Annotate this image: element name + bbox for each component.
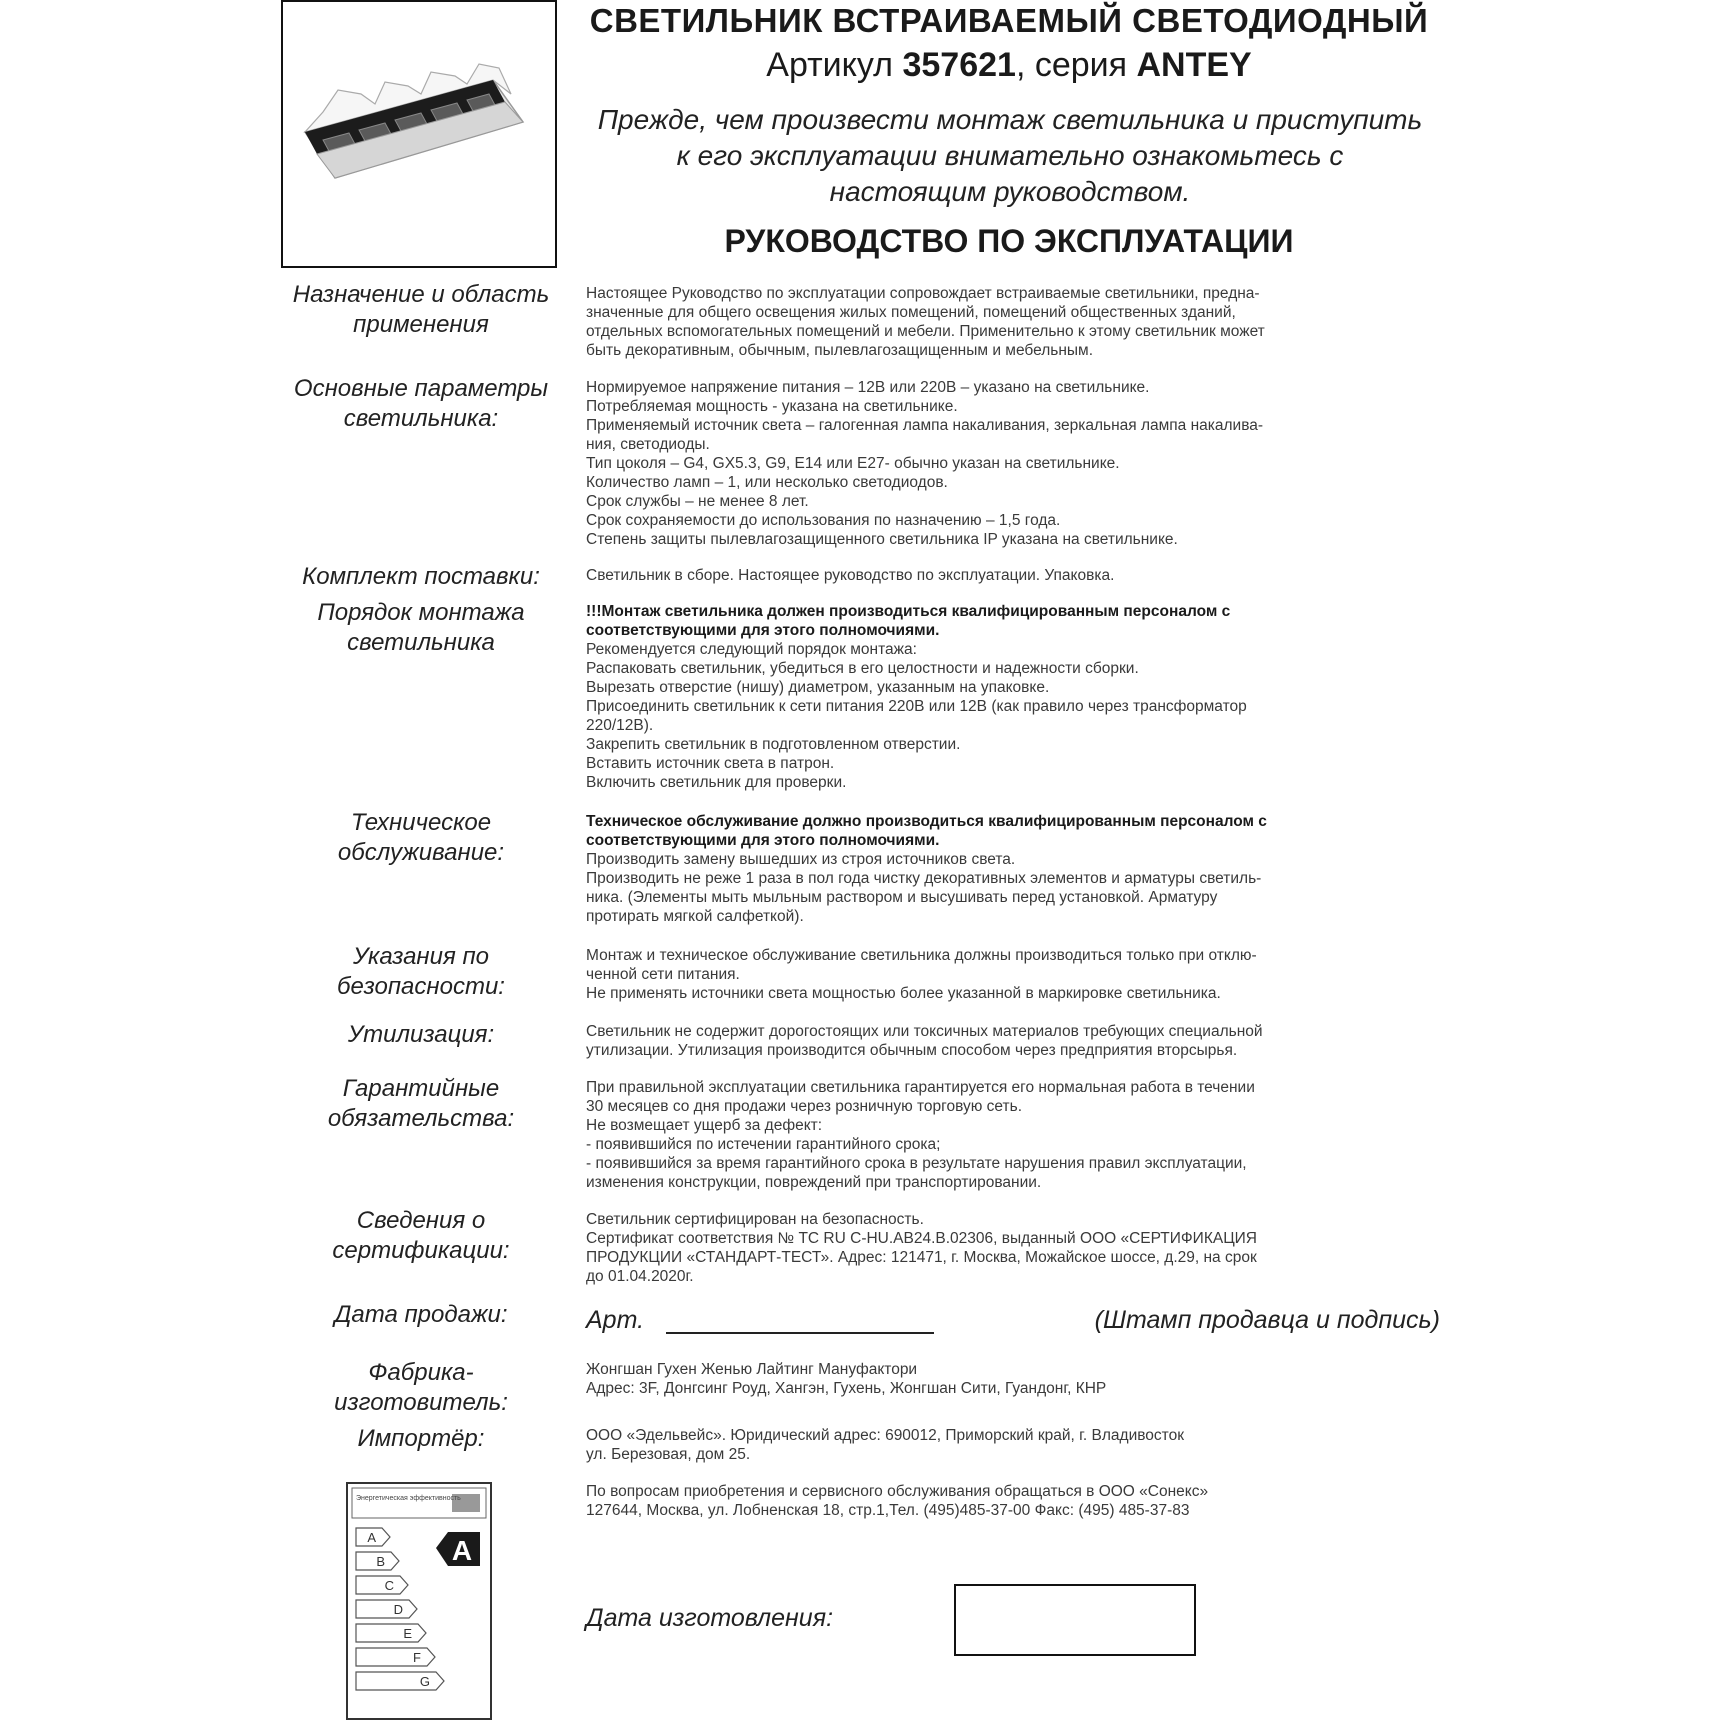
text-line: Монтаж и техническое обслуживание светильника должны производиться только при отклю- (586, 947, 1257, 964)
seller-stamp-label: (Штамп продавца и подпись) (1094, 1306, 1440, 1334)
text-line: Не применять источники света мощностью более указанной в маркировке светильника. (586, 985, 1221, 1002)
text-line: ООО «Эдельвейс». Юридический адрес: 690012, Приморский край, г. Владивосток (586, 1427, 1185, 1444)
section-label-sale-date: Дата продажи: (334, 1301, 508, 1328)
energy-class-arrow (356, 1648, 435, 1666)
section-content-service-contact (586, 1482, 1446, 1520)
product-photo (281, 0, 557, 268)
section-content-package (586, 566, 1446, 585)
text-line: Светильник не содержит дорогостоящих или токсичных материалов требующих специальной (586, 1023, 1263, 1040)
text-line: ния, светодиоды. (586, 436, 710, 453)
text-line: По вопросам приобретения и сервисного обслуживания обращаться в ООО «Сонекс» (586, 1483, 1209, 1500)
text-line: до 01.04.2020г. (586, 1268, 694, 1285)
text-line: Светильник в сборе. Настоящее руководство по эксплуатации. Упаковка. (586, 567, 1115, 584)
text-line: Применяемый источник света – галогенная лампа накаливания, зеркальная лампа накалива- (586, 417, 1264, 434)
text-line: 220/12В). (586, 717, 654, 734)
text-line: Светильник сертифицирован на безопасность. (586, 1211, 924, 1228)
text-line: Присоединить светильник к сети питания 220В или 12В (как правило через трансформатор (586, 698, 1247, 715)
section-content-disposal (586, 1022, 1446, 1060)
text-line: ПРОДУКЦИИ «СТАНДАРТ-ТЕСТ». Адрес: 121471, г. Москва, Можайское шоссе, д.29, на срок (586, 1249, 1257, 1266)
text-line: Адрес: 3F, Донгсинг Роуд, Хангэн, Гухень, Жонгшан Сити, Гуандонг, КНР (586, 1380, 1107, 1397)
energy-label-graphic (348, 1484, 490, 1718)
text-line: ченной сети питания. (586, 966, 740, 983)
series-prefix: , серия (1015, 46, 1137, 84)
document-title: СВЕТИЛЬНИК ВСТРАИВАЕМЫЙ СВЕТОДИОДНЫЙ (589, 2, 1429, 39)
section-label-installation: Порядок монтажа светильника (317, 599, 525, 656)
text-line: - появившийся за время гарантийного срока в результате нарушения правил эксплуатации, (586, 1155, 1247, 1172)
section-content-installation (586, 602, 1446, 792)
text-line: протирать мягкой салфеткой). (586, 908, 804, 925)
text-line: изменения конструкции, повреждений при транспортировании. (586, 1174, 1042, 1191)
series-name: ANTEY (1136, 46, 1252, 84)
section-label-maintenance: Техническое обслуживание: (337, 809, 505, 866)
section-label-safety: Указания по безопасности: (337, 943, 505, 1000)
text-line: Закрепить светильник в подготовленном отверстии. (586, 736, 961, 753)
text-line: Производить замену вышедших из строя источников света. (586, 851, 1016, 868)
text-line: Вырезать отверстие (нишу) диаметром, указанным на упаковке. (586, 679, 1050, 696)
text-line: Производить не реже 1 раза в пол года чистку декоративных элементов и арматуры светиль- (586, 870, 1262, 887)
article-blank-line (666, 1332, 934, 1334)
text-line: быть декоративным, обычным, пылевлагозащищенным и мебельным. (586, 342, 1094, 359)
text-line: При правильной эксплуатации светильника гарантируется его нормальная работа в течении (586, 1079, 1255, 1096)
energy-class-arrows (356, 1528, 444, 1690)
text-line: Тип цоколя – G4, GX5.3, G9, E14 или E27- обычно указан на светильнике. (586, 455, 1120, 472)
energy-efficiency-label (346, 1482, 492, 1720)
section-label-purpose: Назначение и область применения (292, 281, 550, 338)
energy-class-letter: G (419, 1674, 430, 1689)
text-line: Настоящее Руководство по эксплуатации сопровождает встраиваемые светильники, предна- (586, 285, 1260, 302)
warning-line: Техническое обслуживание должно производиться квалифицированным персоналом с (586, 813, 1267, 830)
energy-class-arrow (356, 1672, 444, 1690)
energy-class-letter: F (413, 1650, 421, 1665)
text-line: - появившийся по истечении гарантийного срока; (586, 1136, 941, 1153)
section-label-warranty: Гарантийные обязательства: (327, 1075, 515, 1132)
text-line: Степень защиты пылевлагозащищенного светильника IP указана на светильнике. (586, 531, 1178, 548)
guide-title: РУКОВОДСТВО ПО ЭКСПЛУАТАЦИИ (724, 223, 1294, 259)
text-line: Распаковать светильник, убедиться в его целостности и надежности сборки. (586, 660, 1139, 677)
section-content-parameters (586, 378, 1446, 549)
article-series-line (578, 46, 1440, 85)
manufacture-date-box[interactable] (954, 1584, 1196, 1656)
text-line: Срок сохраняемости до использования по назначению – 1,5 года. (586, 512, 1061, 529)
energy-class-letter: B (376, 1554, 385, 1569)
text-line: Срок службы – не менее 8 лет. (586, 493, 809, 510)
text-line: Количество ламп – 1, или несколько светодиодов. (586, 474, 948, 491)
section-label-package: Комплект поставки: (302, 563, 540, 590)
text-line: ника. (Элементы мыть мыльным раствором и высушивать перед установкой. Арматуру (586, 889, 1218, 906)
text-line: Жонгшан Гухен Женью Лайтинг Мануфактори (586, 1361, 918, 1378)
text-line: Рекомендуется следующий порядок монтажа: (586, 641, 917, 658)
energy-class-arrow (356, 1576, 408, 1594)
energy-rating: A (451, 1535, 473, 1566)
manufacture-date-label: Дата изготовления: (586, 1604, 834, 1632)
text-line: Включить светильник для проверки. (586, 774, 847, 791)
energy-class-letter: D (393, 1602, 403, 1617)
warning-line: соответствующими для этого полномочиями. (586, 622, 940, 639)
section-label-factory: Фабрика-изготовитель: (334, 1359, 508, 1416)
text-line: 127644, Москва, ул. Лобненская 18, стр.1,Тел. (495)485-37-00 Факс: (495) 485-37-83 (586, 1502, 1190, 1519)
section-content-maintenance (586, 812, 1446, 926)
text-line: Потребляемая мощность - указана на светильнике. (586, 398, 958, 415)
energy-class-letter: E (403, 1626, 412, 1641)
warning-line: соответствующими для этого полномочиями. (586, 832, 940, 849)
section-content-warranty (586, 1078, 1446, 1192)
section-content-safety (586, 946, 1446, 1003)
section-label-importer: Импортёр: (357, 1425, 485, 1452)
energy-class-letter: C (384, 1578, 394, 1593)
text-line: отдельных вспомогательных помещений и мебели. Применительно к этому светильник может (586, 323, 1265, 340)
text-line: 30 месяцев со дня продажи через розничную торговую сеть. (586, 1098, 1023, 1115)
text-line: Не возмещает ущерб за дефект: (586, 1117, 823, 1134)
section-label-parameters: Основные параметры светильника: (293, 375, 549, 432)
section-content-certification (586, 1210, 1446, 1286)
intro-text: Прежде, чем произвести монтаж светильника и приступить к его эксплуатации внимательно ознакомьтесь с настоящим руководством. (597, 104, 1423, 207)
text-line: утилизации. Утилизация производится обычным способом через предприятия вторсырья. (586, 1042, 1238, 1059)
energy-class-arrow (356, 1624, 426, 1642)
energy-class-letter: A (367, 1530, 376, 1545)
text-line: Нормируемое напряжение питания – 12В или 220В – указано на светильнике. (586, 379, 1150, 396)
energy-class-arrow (356, 1600, 417, 1618)
text-line: значенные для общего освещения жилых помещений, помещений общественных зданий, (586, 304, 1236, 321)
warning-line: !!!Монтаж светильника должен производиться квалифицированным персоналом с (586, 603, 1231, 620)
text-line: Сертификат соответствия № ТС RU C-HU.AB24.B.02306, выданный ООО «СЕРТИФИКАЦИЯ (586, 1230, 1257, 1247)
sale-date-row (586, 1302, 1446, 1338)
article-number: 357621 (902, 46, 1016, 84)
section-label-certification: Сведения о сертификации: (332, 1207, 510, 1264)
section-content-purpose (586, 284, 1446, 360)
section-content-factory (586, 1360, 1446, 1398)
section-label-disposal: Утилизация: (347, 1021, 495, 1048)
text-line: Вставить источник света в патрон. (586, 755, 835, 772)
article-prefix: Артикул (766, 46, 903, 84)
section-content-importer (586, 1426, 1446, 1464)
text-line: ул. Березовая, дом 25. (586, 1446, 751, 1463)
energy-label-header: Энергетическая эффективность (356, 1495, 461, 1502)
article-field-label: Арт. (586, 1306, 645, 1334)
product-photo-image (283, 2, 555, 266)
